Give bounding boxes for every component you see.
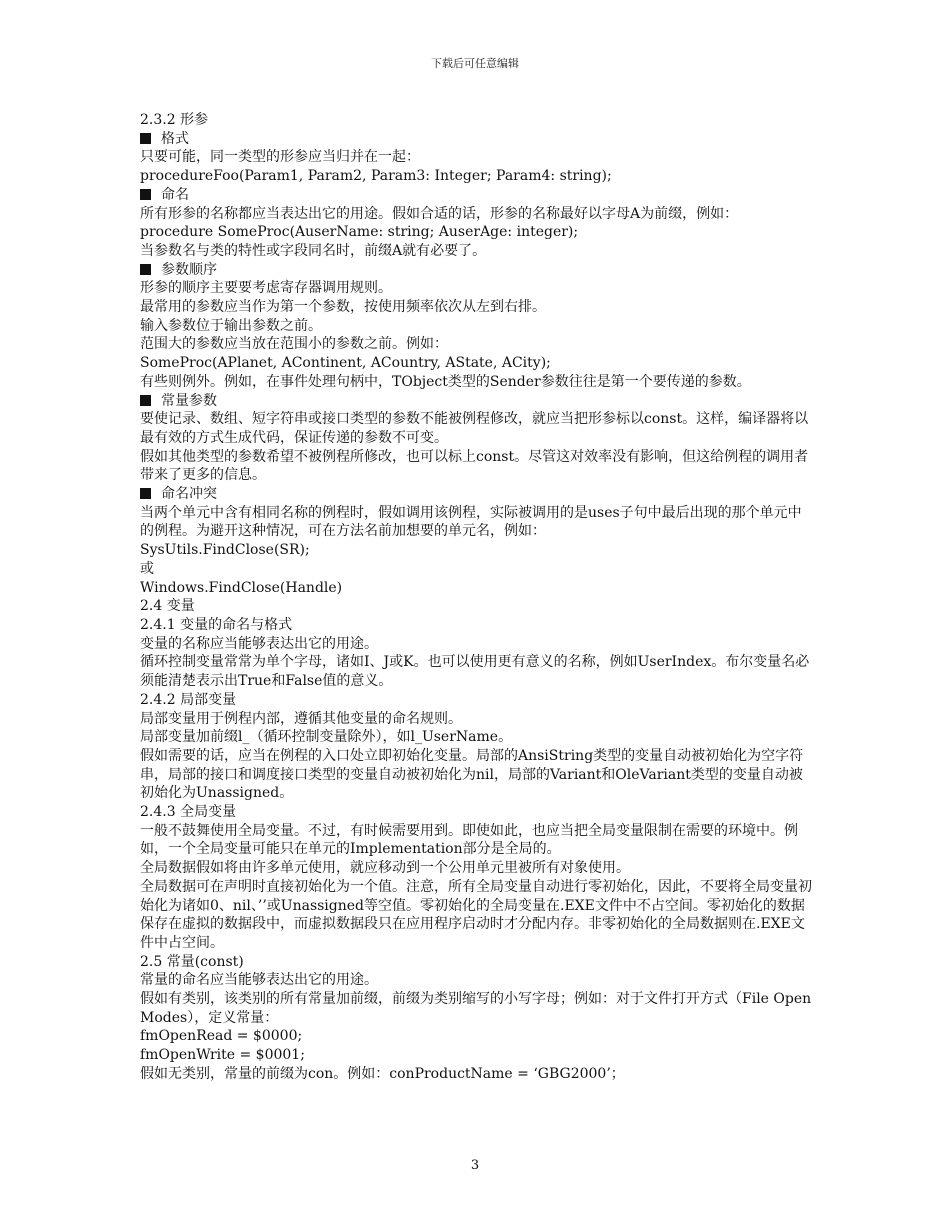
text-line xyxy=(140,597,812,616)
text-line xyxy=(140,1046,812,1065)
line-text: 2.4.2 局部变量 xyxy=(140,691,237,708)
line-text: 参数顺序 xyxy=(161,261,217,278)
line-text: 假如有类别，该类别的所有常量加前缀，前缀为类别缩写的小写字母；例如：对于文件打开方式（File Open Modes），定义常量： xyxy=(140,991,816,1026)
text-line xyxy=(140,541,812,560)
line-text: 全局数据假如将由许多单元使用，就应移动到一个公用单元里被所有对象使用。 xyxy=(140,860,630,877)
text-line xyxy=(140,803,812,822)
text-line xyxy=(140,859,812,878)
line-text: 最常用的参数应当作为第一个参数，按使用频率依次从左到右排。 xyxy=(140,299,546,316)
text-line xyxy=(140,410,812,447)
text-line xyxy=(140,691,812,710)
line-text: 假如其他类型的参数希望不被例程所修改，也可以标上const。尽管这对效率没有影响，但这给例程的调用者带来了更多的信息。 xyxy=(140,448,809,484)
line-text: 一般不鼓舞使用全局变量。不过，有时候需要用到。即使如此，也应当把全局变量限制在需要的环境中。例如，一个全局变量可能只在单元的Implementation部分是全局的。 xyxy=(140,822,798,858)
text-line xyxy=(140,1065,812,1084)
line-text: Windows.FindClose(Handle) xyxy=(140,579,343,596)
line-text: 假如需要的话，应当在例程的入口处立即初始化变量。局部的AnsiString类型的变量自动被初始化为空字符串，局部的接口和调度接口类型的变量自动被初始化为nil，局部的Variant和OleVariant类型的变量自动被初始化为Unassigned。 xyxy=(140,747,804,802)
line-text: 范围大的参数应当放在范围小的参数之前。例如： xyxy=(140,336,448,353)
bullet-heading xyxy=(140,485,812,504)
line-text: 2.4.1 变量的命名与格式 xyxy=(140,616,293,633)
line-text: fmOpenRead = $0000; xyxy=(140,1028,303,1045)
line-text: 2.3.2 形参 xyxy=(140,112,209,128)
line-text: SomeProc(APlanet, AContinent, ACountry, AState, ACity); xyxy=(140,355,551,372)
line-text: 命名 xyxy=(161,186,189,203)
text-line xyxy=(140,317,812,336)
square-bullet-icon xyxy=(140,395,151,406)
page-header: 下载后可任意编辑 xyxy=(431,57,519,70)
line-text: 当两个单元中含有相同名称的例程时，假如调用该例程，实际被调用的是uses子句中最后出现的那个单元中的例程。为避开这种情况，可在方法名前加想要的单元名，例如： xyxy=(140,504,802,540)
text-line xyxy=(140,298,812,317)
text-line xyxy=(140,335,812,354)
text-line xyxy=(140,448,812,485)
square-bullet-icon xyxy=(140,133,151,144)
text-line xyxy=(140,635,812,654)
text-line xyxy=(140,579,812,598)
line-text: 常量的命名应当能够表达出它的用途。 xyxy=(140,972,378,989)
text-line xyxy=(140,205,812,224)
text-line xyxy=(140,971,812,990)
document-body xyxy=(140,111,816,1084)
text-line xyxy=(140,148,812,167)
line-text: 局部变量用于例程内部，遵循其他变量的命名规则。 xyxy=(140,710,462,727)
line-text: 当参数名与类的特性或字段同名时，前缀A就有必要了。 xyxy=(140,242,487,259)
line-text: procedure SomeProc(AuserName: string; AuserAge: integer); xyxy=(140,224,579,241)
square-bullet-icon xyxy=(140,488,151,499)
line-text: SysUtils.FindClose(SR); xyxy=(140,542,310,559)
line-text: 局部变量加前缀l_（循环控制变量除外），如l_UserName。 xyxy=(140,729,513,746)
text-line xyxy=(140,822,812,859)
line-text: 有些则例外。例如，在事件处理句柄中，TObject类型的Sender参数往往是第一个要传递的参数。 xyxy=(140,373,751,390)
line-text: 2.5 常量(const) xyxy=(140,953,244,970)
text-line xyxy=(140,653,812,690)
text-line xyxy=(140,616,812,635)
line-text: 常量参数 xyxy=(161,392,217,409)
line-text: fmOpenWrite = $0001; xyxy=(140,1047,305,1064)
line-text: 形参的顺序主要要考虑寄存器调用规则。 xyxy=(140,280,392,297)
text-line xyxy=(140,728,812,747)
square-bullet-icon xyxy=(140,264,151,275)
bullet-heading xyxy=(140,261,812,280)
line-text: 只要可能，同一类型的形参应当归并在一起： xyxy=(140,149,420,166)
line-text: 输入参数位于输出参数之前。 xyxy=(140,317,322,334)
line-text: 要使记录、数组、短字符串或接口类型的参数不能被例程修改，就应当把形参标以const。这样，编译器将以最有效的方式生成代码，保证传递的参数不可变。 xyxy=(140,411,809,446)
text-line xyxy=(140,167,812,186)
line-text: 2.4 变量 xyxy=(140,598,195,615)
text-line xyxy=(140,878,812,953)
page-number: 3 xyxy=(470,1158,480,1173)
text-line xyxy=(140,747,812,803)
bullet-heading xyxy=(140,392,812,411)
line-text: 全局数据可在声明时直接初始化为一个值。注意，所有全局变量自动进行零初始化，因此，不要将全局变量初始化为诸如0、nil、’’或Unassigned等空值。零初始化的全局变量在.EXE文件中不占空间。零初始化的数据保存在虚拟的数据段中，而虚拟数据段只在应用程序启动时才分配内存。非零初始化的全局数据则在.EXE文件中占空间。 xyxy=(140,878,812,951)
line-text: 命名冲突 xyxy=(161,486,217,503)
text-line xyxy=(140,953,812,972)
square-bullet-icon xyxy=(140,189,151,200)
text-line xyxy=(140,223,812,242)
text-line xyxy=(140,373,812,392)
text-line xyxy=(140,279,812,298)
line-text: 2.4.3 全局变量 xyxy=(140,804,237,821)
bullet-heading xyxy=(140,186,812,205)
line-text: 循环控制变量常常为单个字母，诸如I、J或K。也可以使用更有意义的名称，例如UserIndex。布尔变量名必须能清楚表示出True和False值的意义。 xyxy=(140,654,810,690)
text-line xyxy=(140,710,812,729)
line-text: 假如无类别，常量的前缀为con。例如：conProductName = ‘GBG2000’； xyxy=(140,1065,625,1082)
text-line xyxy=(140,242,812,261)
line-text: 所有形参的名称都应当表达出它的用途。假如合适的话，形参的名称最好以字母A为前缀，例如： xyxy=(140,205,739,222)
text-line xyxy=(140,111,812,130)
line-text: 变量的名称应当能够表达出它的用途。 xyxy=(140,635,378,652)
text-line xyxy=(140,1027,812,1046)
text-line xyxy=(140,504,812,541)
text-line xyxy=(140,354,812,373)
line-text: 格式 xyxy=(161,130,189,147)
text-line xyxy=(140,560,812,579)
bullet-heading xyxy=(140,130,812,149)
line-text: procedureFoo(Param1, Param2, Param3: Integer; Param4: string); xyxy=(140,168,612,185)
line-text: 或 xyxy=(140,560,154,577)
text-line xyxy=(140,990,816,1027)
